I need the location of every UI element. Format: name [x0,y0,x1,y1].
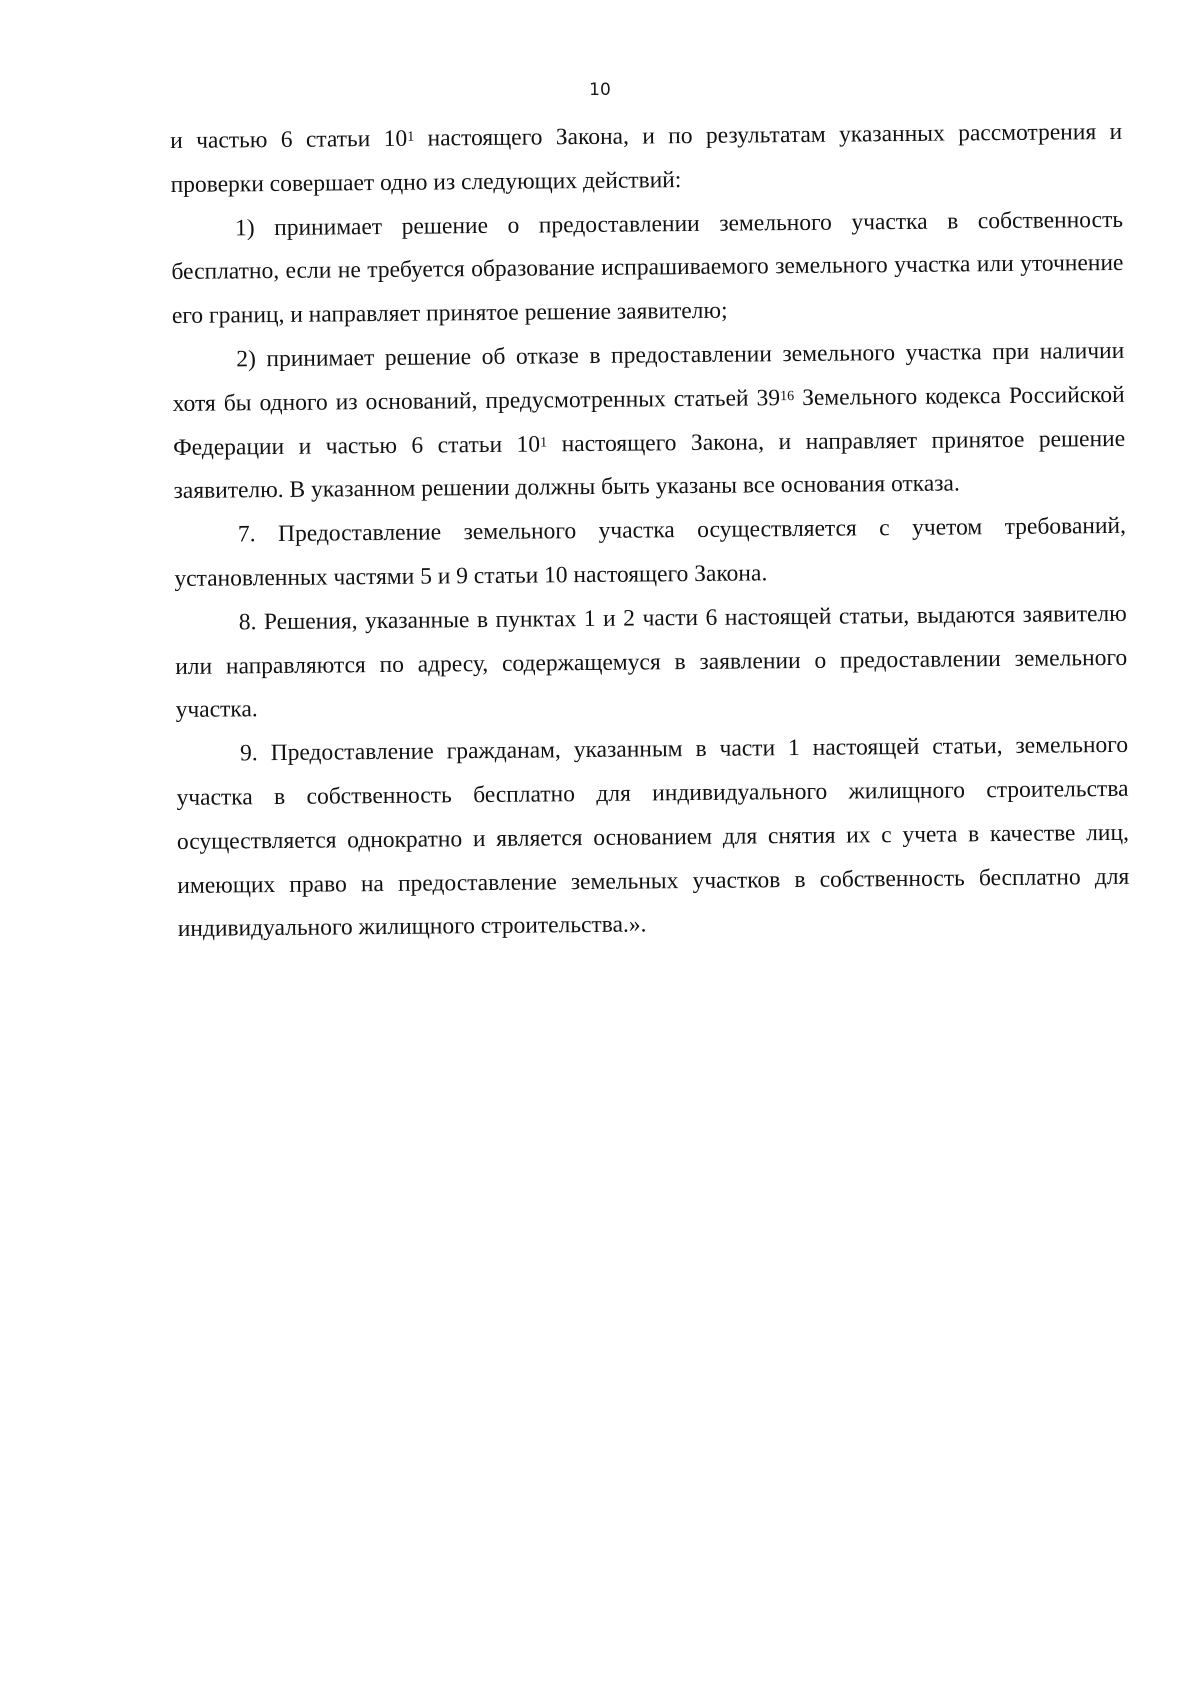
paragraph-part-8: 8. Решения, указанные в пунктах 1 и 2 части 6 настоящей статьи, выдаются заявителю или направляются по адресу, содержащемуся в заявлении о предоставлении земельного участка. [175,600,1128,724]
superscript: 16 [779,387,795,405]
paragraph-item-2 [172,330,1126,514]
page-number: 10 [589,80,611,100]
document-body [170,111,1130,952]
paragraph-part-7: 7. Предоставление земельного участка осуществляется с учетом требований, установленных частями 5 и 9 статьи 10 настоящего Закона. [174,513,1127,592]
paragraph-continuation [170,111,1123,208]
paragraph-text: Земельного кодекса Российской Федерации и частью 6 статьи 10 [173,381,1125,461]
paragraph-item-1: 1) принимает решение о предоставлении земельного участка в собственность бесплатно, если не требуется образование испрашиваемого земельного участка или уточнение его границ, и направляет принятое решение заявителю; [171,206,1124,330]
paragraph-text: 2) принимает решение об отказе в предоставлении земельного участка при наличии хотя бы одного из оснований, предусмотренных статьей 39 [172,337,1125,417]
superscript: 1 [407,128,415,145]
paragraph-text: настоящего Закона, и по результатам указанных рассмотрения и проверки совершает одно из следующих действий: [170,118,1123,198]
paragraph-text: настоящего Закона, и направляет принятое решение заявителю. В указанном решении должны быть указаны все основания отказа. [173,425,1126,505]
paragraph-text: и частью 6 статьи 10 [170,125,408,154]
paragraph-part-9: 9. Предоставление гражданам, указанным в части 1 настоящей статьи, земельного участка в собственность бесплатно для индивидуального жилищного строительства осуществляется однократно и является основанием для снятия их с учета в качестве лиц, имеющих право на предоставление земельных участков в собственность бесплатно для индивидуального жилищного строительства.». [176,731,1130,943]
superscript: 1 [539,434,548,451]
